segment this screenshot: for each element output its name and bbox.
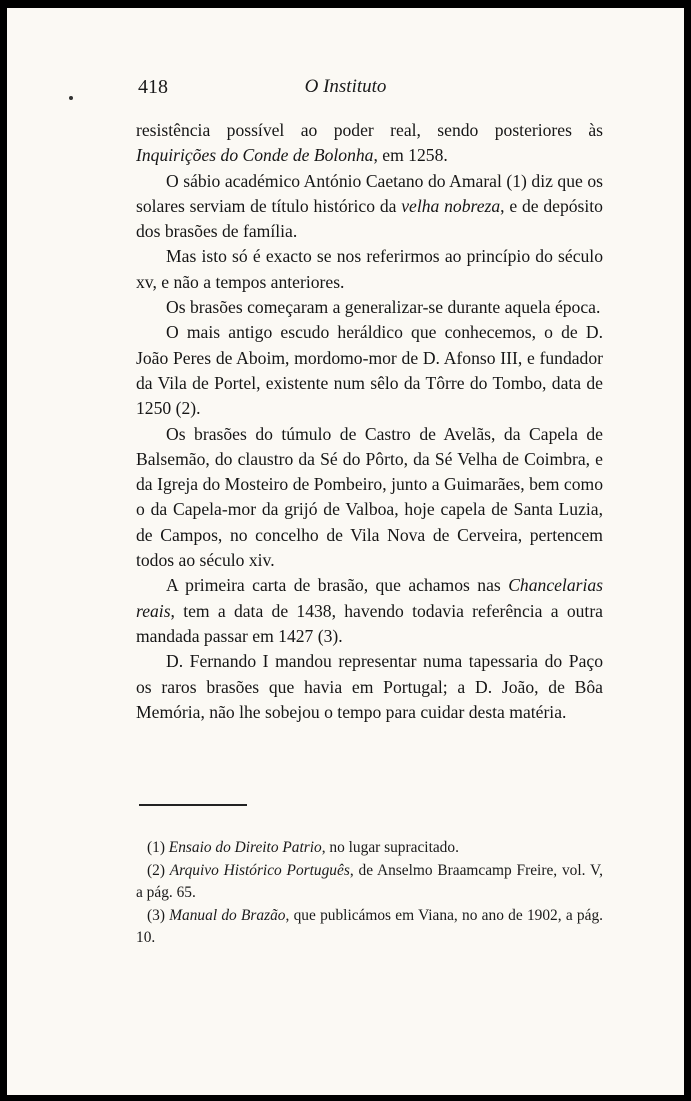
book-page (7, 8, 684, 1095)
footnote (136, 905, 603, 950)
text-run: resistência possível ao poder real, sendo posteriores às (136, 120, 603, 140)
text-run: Mas isto só é exacto se nos referirmos ao princípio do século xv, e não a tempos anteriores. (136, 246, 603, 292)
paragraph (136, 320, 603, 421)
italic-text: Chancelarias reais (136, 575, 603, 621)
text-run: A primeira carta de brasão, que achamos nas (166, 575, 509, 596)
text-run: (2) (147, 861, 170, 879)
footnote (136, 837, 603, 860)
italic-text: Arquivo Histórico Português (169, 861, 350, 879)
text-run: Os brasões do túmulo de Castro de Avelãs, da Capela de Balsemão, do claustro da Sé do Pôrto, da Sé Velha de Coimbra, e da Igreja do Mosteiro de Pombeiro, junto a Guimarães, bem como o da Capela-mor da grijó de Valboa, hoje capela de Santa Luzia, de Campos, no concelho de Vila Nova de Cerveira, pertencem todos ao século xiv. (136, 423, 603, 571)
paragraph (136, 649, 603, 725)
italic-text: Inquirições do Conde de Bolonha (136, 145, 374, 166)
text-run: , de Anselmo Braamcamp Freire, vol. V, a pág. 65. (136, 861, 603, 901)
italic-text: Manual do Brazão (169, 906, 286, 924)
paragraph (136, 244, 603, 295)
italic-text: velha nobreza (401, 195, 501, 216)
text-run: , e de depósito dos brasões de família. (136, 195, 603, 242)
paragraph (136, 295, 603, 320)
text-run: O mais antigo escudo heráldico que conhecemos, o de D. João Peres de Aboim, mordomo-mor de D. Afonso III, e fundador da Vila de Portel, existente num sêlo da Tôrre do Tombo, data de 1250 (2). (136, 322, 603, 419)
text-run: O sábio académico António Caetano do Amaral (1) diz que os solares serviam de título histórico da (136, 170, 603, 216)
paragraph (136, 169, 603, 245)
footnote-rule (139, 804, 247, 806)
text-run: , que publicámos em Viana, no ano de 1902, a pág. 10. (136, 906, 603, 946)
text-run: (3) (147, 906, 170, 924)
text-run: , tem a data de 1438, havendo todavia referência a outra mandada passar em 1427 (3). (136, 600, 603, 646)
italic-text: Ensaio do Direito Patrio (168, 839, 322, 856)
page-number: 418 (138, 76, 168, 98)
text-run: Os brasões começaram a generalizar-se durante aquela época. (166, 297, 601, 318)
body-text (136, 118, 603, 725)
text-run: , no lugar supracitado. (321, 839, 459, 856)
paragraph (136, 118, 603, 169)
page-header (7, 76, 684, 104)
text-run: , em 1258. (373, 145, 448, 166)
footnotes (136, 837, 603, 950)
footnote (136, 860, 603, 905)
paragraph (136, 573, 603, 649)
text-run: (1) (147, 839, 169, 856)
text-run: D. Fernando I mandou representar numa tapessaria do Paço os raros brasões que havia em Portugal; a D. João, de Bôa Memória, não lhe sobejou o tempo para cuidar desta matéria. (136, 651, 603, 722)
running-title: O Instituto (304, 76, 387, 97)
paragraph (136, 422, 603, 574)
